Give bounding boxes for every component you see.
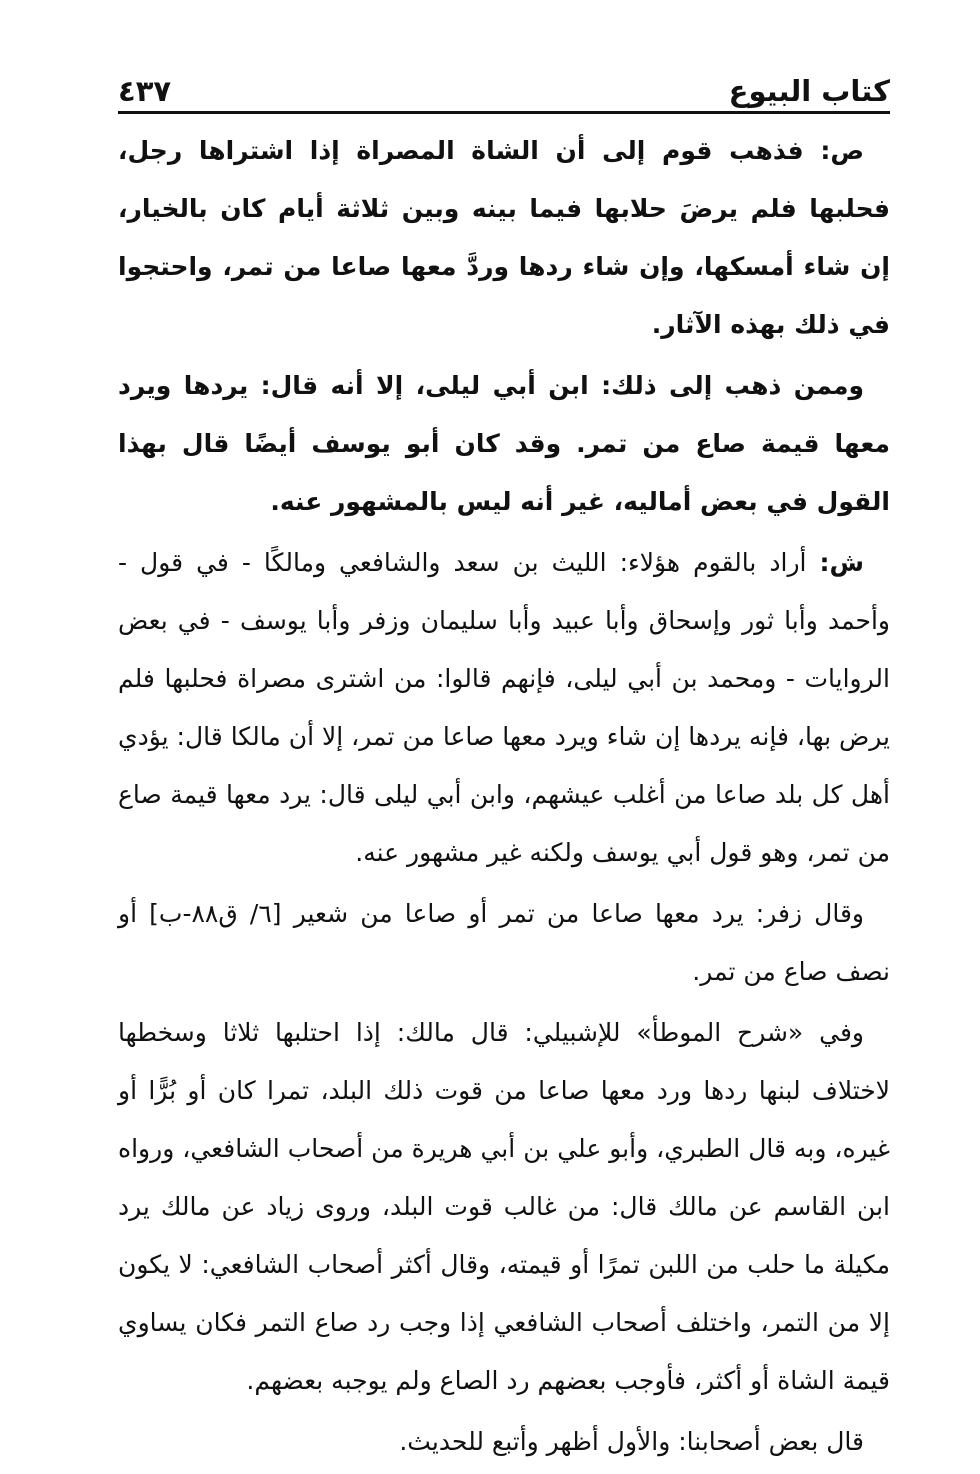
sharh-paragraph-2 bbox=[118, 885, 890, 1001]
paragraph-text: قال بعض أصحابنا: والأول أظهر وأتبع للحديث. bbox=[399, 1427, 864, 1456]
paragraph-text: وفي «شرح الموطأ» للإشبيلي: قال مالك: إذا احتلبها ثلاثا وسخطها لاختلاف لبنها ردها ورد معها صاعا من قوت ذلك البلد، تمرا كان أو بُرًّا أو غيره، وبه قال الطبري، وأبو علي بن أبي هريرة من أصحاب الشافعي، ورواه ابن القاسم عن مالك قال: من غالب قوت البلد، وروى زياد عن مالك يرد مكيلة ما حلب من اللبن تمرًا أو قيمته، وقال أكثر أصحاب الشافعي: لا يكون إلا من التمر، واختلف أصحاب الشافعي إذا وجب رد صاع التمر فكان يساوي قيمة الشاة أو أكثر، فأوجب بعضهم رد الصاع ولم يوجبه بعضهم. bbox=[118, 1018, 890, 1395]
page-header bbox=[118, 56, 890, 108]
page-number: ٤٣٧ bbox=[118, 74, 172, 108]
sharh-label: ش: bbox=[819, 548, 864, 577]
paragraph-text: أراد بالقوم هؤلاء: الليث بن سعد والشافعي ومالكًا - في قول - وأحمد وأبا ثور وإسحاق وأبا عبيد وأبا سليمان وزفر وأبا يوسف - في بعض الروايات - ومحمد بن أبي ليلى، فإنهم قالوا: من اشترى مصراة فحلبها فلم يرض بها، فإنه يردها إن شاء ويرد معها صاعا من تمر، إلا أن مالكا قال: يؤدي أهل كل بلد صاعا من أغلب عيشهم، وابن أبي ليلى قال: يرد معها قيمة صاع من تمر، وهو قول أبي يوسف ولكنه غير مشهور عنه. bbox=[118, 548, 890, 867]
sharh-paragraph-1 bbox=[118, 534, 890, 882]
matn-paragraph-1 bbox=[118, 122, 890, 354]
paragraph-text: وقال زفر: يرد معها صاعا من تمر أو صاعا من شعير [٦/ ق٨٨-ب] أو نصف صاع من تمر. bbox=[118, 899, 890, 986]
sharh-paragraph-3 bbox=[118, 1004, 890, 1410]
header-divider bbox=[118, 111, 890, 114]
paragraph-text: وممن ذهب إلى ذلك: ابن أبي ليلى، إلا أنه قال: يردها ويرد معها قيمة صاع من تمر. وقد كان أبو يوسف أيضًا قال بهذا القول في بعض أماليه، غير أنه ليس بالمشهور عنه. bbox=[118, 371, 890, 516]
page-body bbox=[118, 122, 890, 1474]
paragraph-text: فذهب قوم إلى أن الشاة المصراة إذا اشتراها رجل، فحلبها فلم يرضَ حلابها فيما بينه وبين ثلاثة أيام كان بالخيار، إن شاء أمسكها، وإن شاء ردها وردَّ معها صاعا من تمر، واحتجوا في ذلك بهذه الآثار. bbox=[118, 136, 890, 339]
matn-paragraph-2 bbox=[118, 357, 890, 531]
sharh-paragraph-4 bbox=[118, 1413, 890, 1471]
matn-label: ص: bbox=[820, 136, 864, 165]
chapter-title: كتاب البيوع bbox=[728, 74, 890, 108]
